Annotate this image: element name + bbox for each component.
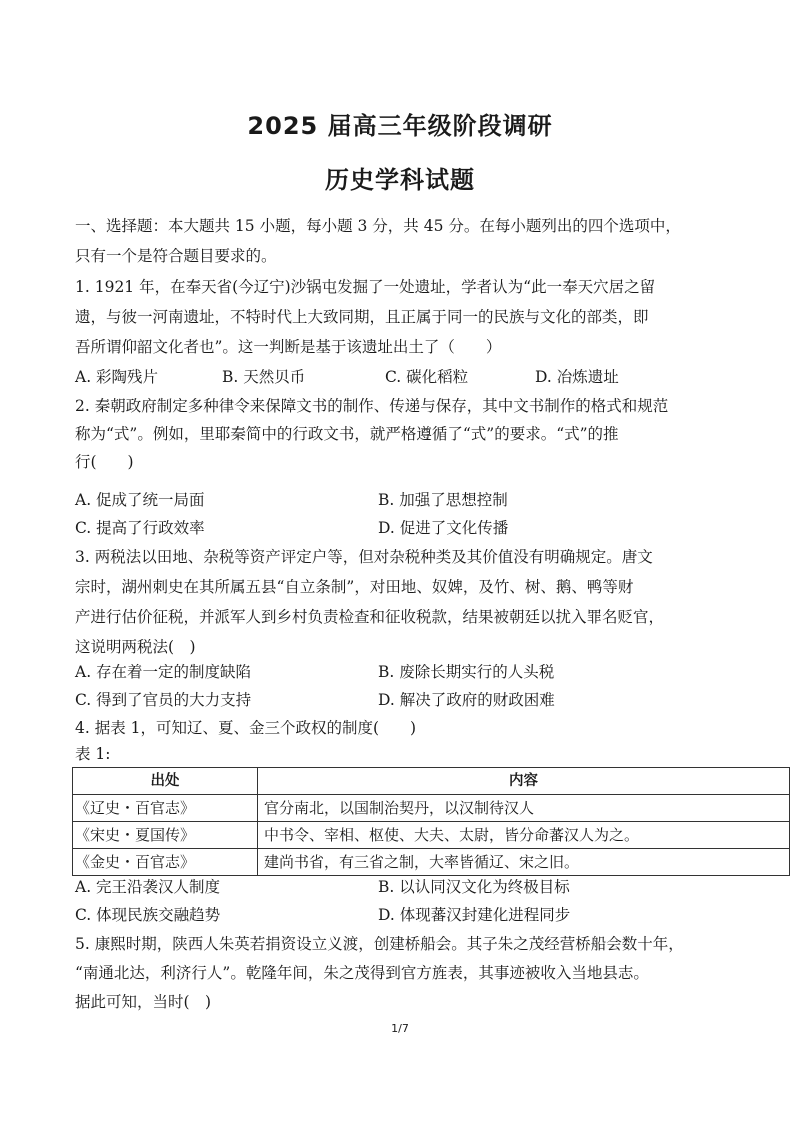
q4-table-caption: 表 1:	[75, 745, 111, 763]
q2-stem-line1: 2. 秦朝政府制定多种律令来保障文书的制作、传递与保存，其中文书制作的格式和规范	[75, 397, 669, 415]
q3-stem-line4: 这说明两税法( )	[75, 638, 196, 656]
q2-stem-line2: 称为“式”。例如，里耶秦简中的行政文书，就严格遵循了“式”的要求。“式”的推	[75, 425, 619, 443]
exam-subtitle: 历史学科试题	[325, 166, 475, 194]
q4-source-table	[72, 767, 790, 876]
table-header-source: 出处	[73, 768, 258, 795]
q1-stem-line1: 1. 1921 年，在奉天省(今辽宁)沙锅屯发掘了一处遗址，学者认为“此一奉天穴居之留	[75, 278, 656, 296]
q1-option-a: A. 彩陶残片	[75, 368, 159, 386]
q1-option-d: D. 冶炼遗址	[535, 368, 619, 386]
q3-stem-line2: 宗时，湖州刺史在其所属五县“自立条制”，对田地、奴婢，及竹、树、鹅、鸭等财	[75, 578, 634, 596]
q4-option-c: C. 体现民族交融趋势	[75, 906, 221, 924]
page-number: 1/7	[391, 1022, 409, 1035]
table-cell-source: 《辽史・百官志》	[73, 795, 258, 822]
table-cell-source: 《金史・百官志》	[73, 849, 258, 876]
q1-stem-line2: 遗，与彼一河南遗址，不特时代上大致同期，且正属于同一的民族与文化的部类，即	[75, 308, 649, 326]
q4-stem: 4. 据表 1，可知辽、夏、金三个政权的制度( )	[75, 719, 417, 737]
q4-option-b: B. 以认同汉文化为终极目标	[378, 878, 570, 896]
q3-option-d: D. 解决了政府的财政困难	[378, 691, 555, 709]
q4-option-a: A. 完王沿袭汉人制度	[75, 878, 221, 896]
table-row	[73, 822, 790, 849]
q4-option-d: D. 体现蕃汉封建化进程同步	[378, 906, 571, 924]
q2-option-a: A. 促成了统一局面	[75, 491, 205, 509]
q2-option-c: C. 提高了行政效率	[75, 519, 205, 537]
q1-stem-line3: 吾所谓仰韶文化者也”。这一判断是基于该遗址出土了（ ）	[75, 338, 502, 356]
table-header-row	[73, 768, 790, 795]
table-header-content: 内容	[258, 768, 790, 795]
table-cell-content: 官分南北，以国制治契丹，以汉制待汉人	[258, 795, 790, 822]
q1-option-c: C. 碳化稻粒	[385, 368, 469, 386]
table-row	[73, 849, 790, 876]
q5-stem-line3: 据此可知，当时( )	[75, 993, 212, 1011]
section-instructions-line2: 只有一个是符合题目要求的。	[75, 247, 277, 265]
q3-stem-line1: 3. 两税法以田地、杂税等资产评定户等，但对杂税种类及其价值没有明确规定。唐文	[75, 548, 653, 566]
section-instructions-line1: 一、选择题：本大题共 15 小题，每小题 3 分，共 45 分。在每小题列出的四个选项中，	[75, 217, 681, 235]
exam-title: 2025 届高三年级阶段调研	[247, 112, 553, 140]
q2-option-b: B. 加强了思想控制	[378, 491, 508, 509]
q3-option-c: C. 得到了官员的大力支持	[75, 691, 252, 709]
q3-option-a: A. 存在着一定的制度缺陷	[75, 663, 252, 681]
q3-stem-line3: 产进行估价征税，并派军人到乡村负责检查和征收税款，结果被朝廷以扰入罪名贬官，	[75, 608, 665, 626]
q1-option-b: B. 天然贝币	[222, 368, 306, 386]
table-row	[73, 795, 790, 822]
q2-option-d: D. 促进了文化传播	[378, 519, 509, 537]
table-cell-content: 中书令、宰相、枢使、大夫、太尉，皆分命蕃汉人为之。	[258, 822, 790, 849]
table-cell-content: 建尚书省，有三省之制，大率皆循辽、宋之旧。	[258, 849, 790, 876]
q2-stem-line3: 行( )	[75, 453, 134, 471]
table-cell-source: 《宋史・夏国传》	[73, 822, 258, 849]
q3-option-b: B. 废除长期实行的人头税	[378, 663, 555, 681]
q5-stem-line1: 5. 康熙时期，陕西人朱英若捐资设立义渡，创建桥船会。其子朱之茂经营桥船会数十年，	[75, 935, 684, 953]
q5-stem-line2: “南通北达，利济行人”。乾隆年间，朱之茂得到官方旌表，其事迹被收入当地县志。	[75, 964, 649, 982]
